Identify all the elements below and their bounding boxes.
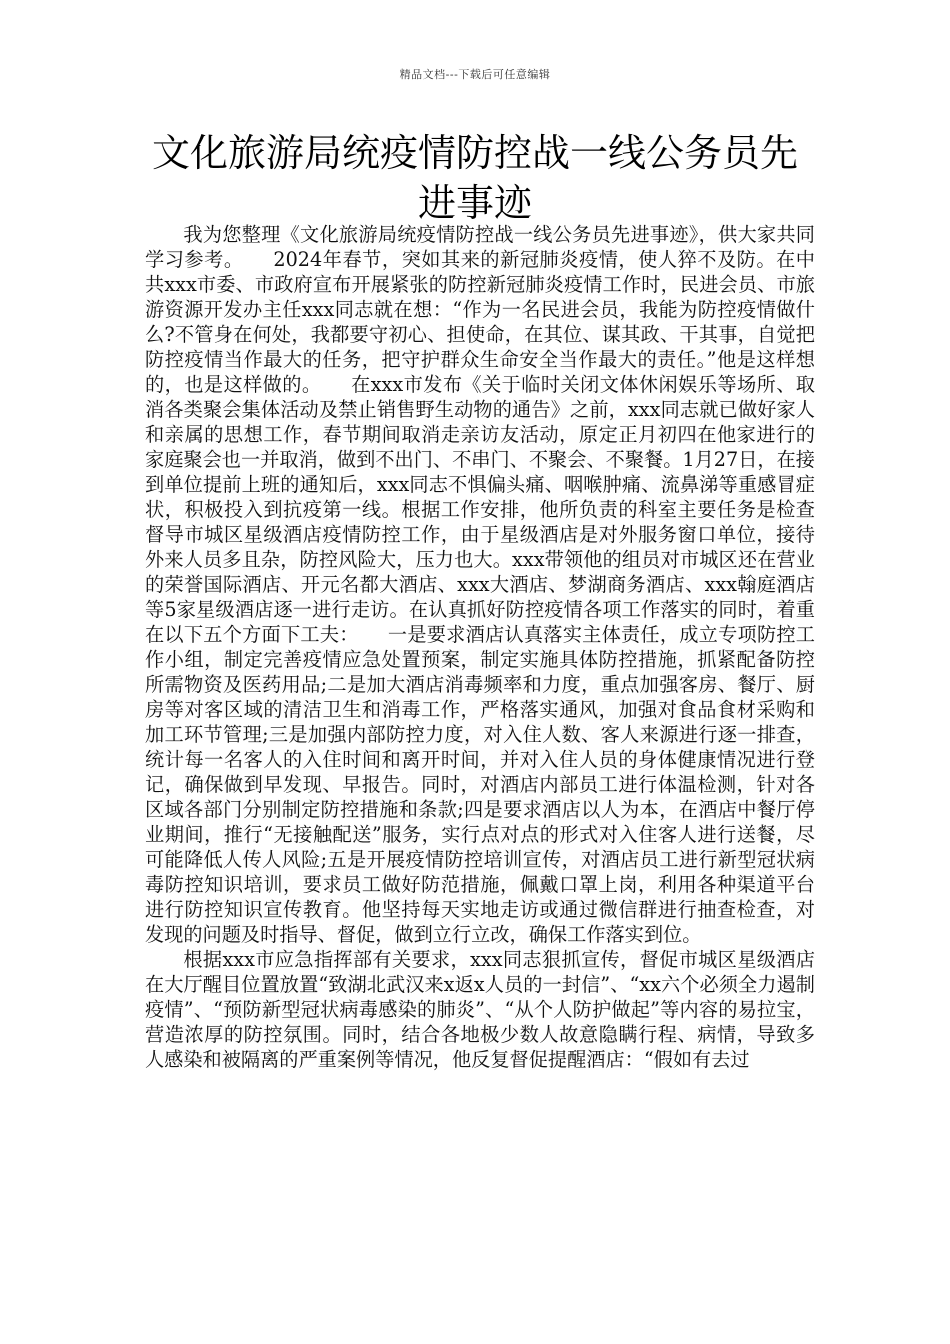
document-title: 文化旅游局统疫情防控战一线公务员先进事迹 xyxy=(151,131,798,225)
header-note: 精品文档---下载后可任意编辑 xyxy=(399,68,551,81)
body-paragraph-2: 根据xxx市应急指挥部有关要求，xxx同志狠抓宣传，督促市城区星级酒店在大厅醒目位置放置“致湖北武汉来x返x人员的一封信”、“xx六个必须全力遏制疫情”、“预防新型冠状病毒感染的肺炎”、“从个人防护做起”等内容的易拉宝，营造浓厚的防控氛围。同时，结合各地极少数人故意隐瞒行程、病情，导致多人感染和被隔离的严重案例等情况，他反复督促提醒酒店：“假如有去过 xyxy=(145,948,815,1071)
body-paragraph-1: 我为您整理《文化旅游局统疫情防控战一线公务员先进事迹》，供大家共同学习参考。 2024年春节，突如其来的新冠肺炎疫情，使人猝不及防。在中共xxx市委、市政府宣布开展紧张的防控新冠肺炎疫情工作时，民进会员、市旅游资源开发办主任xxx同志就在想：“作为一名民进会员，我能为防控疫情做什么?不管身在何处，我都要守初心、担使命，在其位、谋其政、干其事，自觉把防控疫情当作最大的任务，把守护群众生命安全当作最大的责任。”他是这样想的，也是这样做的。 在xxx市发布《关于临时关闭文体休闲娱乐等场所、取消各类聚会集体活动及禁止销售野生动物的通告》之前，xxx同志就已做好家人和亲属的思想工作，春节期间取消走亲访友活动，原定正月初四在他家进行的家庭聚会也一并取消，做到不出门、不串门、不聚会、不聚餐。1月27日，在接到单位提前上班的通知后，xxx同志不惧偏头痛、咽喉肿痛、流鼻涕等重感冒症状，积极投入到抗疫第一线。根据工作安排，他所负责的科室主要任务是检查督导市城区星级酒店疫情防控工作，由于星级酒店是对外服务窗口单位，接待外来人员多且杂，防控风险大，压力也大。xxx带领他的组员对市城区还在营业的荣誉国际酒店、开元名都大酒店、xxx大酒店、梦湖商务酒店、xxx翰庭酒店等5家星级酒店逐一进行走访。在认真抓好防控疫情各项工作落实的同时，着重在以下五个方面下工夫： 一是要求酒店认真落实主体责任，成立专项防控工作小组，制定完善疫情应急处置预案，制定实施具体防控措施，抓紧配备防控所需物资及医药用品;二是加大酒店消毒频率和力度，重点加强客房、餐厅、厨房等对客区域的清洁卫生和消毒工作，严格落实通风，加强对食品食材采购和加工环节管理;三是加强内部防控力度，对入住人数、客人来源进行逐一排查，统计每一名客人的入住时间和离开时间，并对入住人员的身体健康情况进行登记，确保做到早发现、早报告。同时，对酒店内部员工进行体温检测，针对各区域各部门分别制定防控措施和条款;四是要求酒店以人为本，在酒店中餐厅停业期间，推行“无接触配送”服务，实行点对点的形式对入住客人进行送餐，尽可能降低人传人风险;五是开展疫情防控培训宣传，对酒店员工进行新型冠状病毒防控知识培训，要求员工做好防范措施，佩戴口罩上岗，利用各种渠道平台进行防控知识宣传教育。他坚持每天实地走访或通过微信群进行抽查检查，对发现的问题及时指导、督促，做到立行立改，确保工作落实到位。 xyxy=(145,223,815,946)
document-body xyxy=(145,222,815,1072)
